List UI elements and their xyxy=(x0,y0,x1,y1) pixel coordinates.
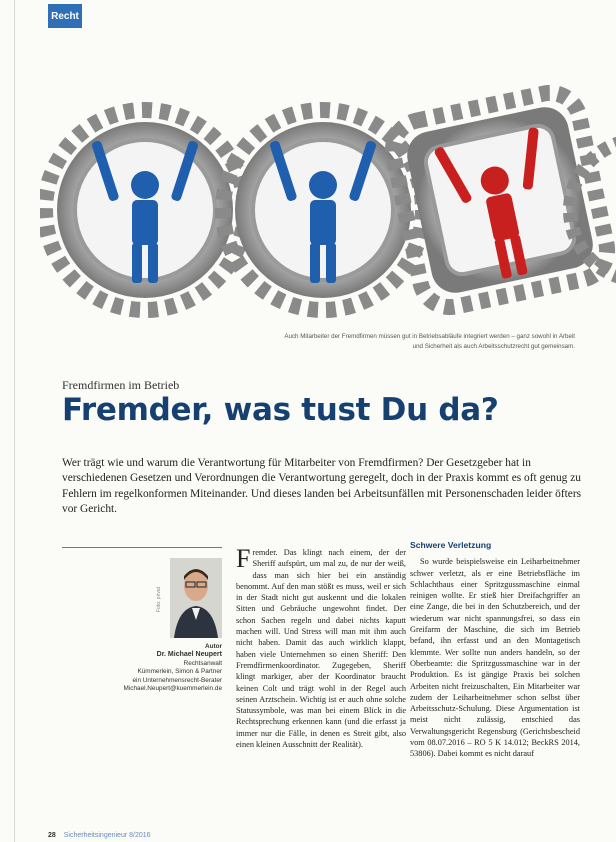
article-lead: Wer trägt wie und warum die Verantwortung für Mitarbeiter von Fremdfirmen? Der Gesetzgeber hat in verschiedenen Gesetzen und Verordnungen die Verantwortung geregelt, doch in der Praxis kommt es oft genug zu Fehlern im regelkonformen Miteinander. Und dieses landen bei Arbeitsunfällen mit Personenschaden leider öfters vor Gericht. xyxy=(62,457,582,515)
body-column-1 xyxy=(236,544,406,750)
author-photo xyxy=(170,558,222,638)
page-number: 28 xyxy=(48,832,56,839)
magazine-name: Sicherheitsingenieur 8/2016 xyxy=(63,832,151,839)
hero-image-gears xyxy=(40,60,616,325)
section-subhead: Schwere Verletzung xyxy=(410,540,492,550)
page-edge xyxy=(14,0,15,842)
author-role: Rechtsanwalt xyxy=(183,659,222,667)
author-name: Dr. Michael Neupert xyxy=(156,651,222,659)
image-caption xyxy=(215,332,575,352)
page-footer xyxy=(48,832,151,839)
divider xyxy=(62,547,222,548)
body-paragraph: So wurde beispielsweise ein Leiharbeitnehmer schwer verletzt, als er eine Betriebsfläche im Schlachthaus einer Spritzgussmaschine einmal reinigen wollte. Er stieß hier Dreifachgriffer an eine Zange, die bei in den Schutzbereich, und der wiederum war nicht spannungsfrei, so dass ein Greifarm der Maschine, die sich im Betrieb befand, ihn erfasst und an den Montagetisch klemmte. Wer sollte nun anders handeln, so der Oberbeamte: die Spritzgussmaschine war in der Produktion. Es ist gängige Praxis bei solchen Arbeiten nicht freizuschalten, Ein Mitarbeiter war zudem der Leiharbeitnehmer schon selbst über Arbeitsschutz-Schulung. Diese Argumentation ist meist nicht zulässig, entschied das Verwaltungsgericht Regensburg (Gerichtsbescheid vom 08.07.2016 – RO 5 K 14.012; BeckRS 2014, 53806). Dabei kommt es nicht darauf xyxy=(410,557,580,759)
section-rubric: Recht xyxy=(48,4,82,28)
author-label: Autor xyxy=(204,643,222,650)
body-paragraph: remder. Das klingt nach einem, der der Sheriff aufspürt, um mal zu, de nur der weiß, dass man sich hier bei ein anständig benommt. Auf den man stößt es muss, weil er sich in der Stadt nicht gut auskennt und die lokalen Sitten und Gebräuche ungewohnt findet. Der schon Sachen regeln und dabei nichts kaputt machen will. Und Stress will man mit ihm auch nicht haben. Damit das auch wirklich klappt, haben viele Unternehmen so einen Sheriff: Den Fremdfirmenkoordinator. Zugegeben, Sheriff klingt markiger, aber der Koordinator braucht keinen Colt und trägt wohl in der Regel auch seinen Arztschein. Wichtig ist er auch ohne solche Statussymbole, was man bei einem Blick in die Rechtsprechung erkennen kann (und die erfasst ja immer nur die Fälle, in denen es Streit gibt, also einen kleinen Ausschnitt der Realität). xyxy=(236,548,406,750)
author-desc: ein Unternehmensrecht-Berater xyxy=(132,676,222,684)
author-email[interactable]: Michael.Neupert@kuemmerlein.de xyxy=(123,685,222,693)
body-column-2 xyxy=(410,540,580,760)
drop-cap: F xyxy=(236,544,251,573)
article-kicker: Fremdfirmen im Betrieb xyxy=(62,378,180,392)
author-box xyxy=(62,643,222,693)
caption-line-1: Auch Mitarbeiter der Fremdfirmen müssen gut in Betriebsabläufe integriert werden – ganz sowohl in Arbeit xyxy=(284,333,575,340)
author-firm: Kümmerlein, Simon & Partner xyxy=(137,668,222,676)
caption-line-2: und Sicherheit als auch Arbeitsschutzrecht gut gemeinsam. xyxy=(412,343,575,350)
photo-credit: Foto: privat xyxy=(156,586,162,612)
article-headline: Fremder, was tust Du da? xyxy=(62,392,499,428)
